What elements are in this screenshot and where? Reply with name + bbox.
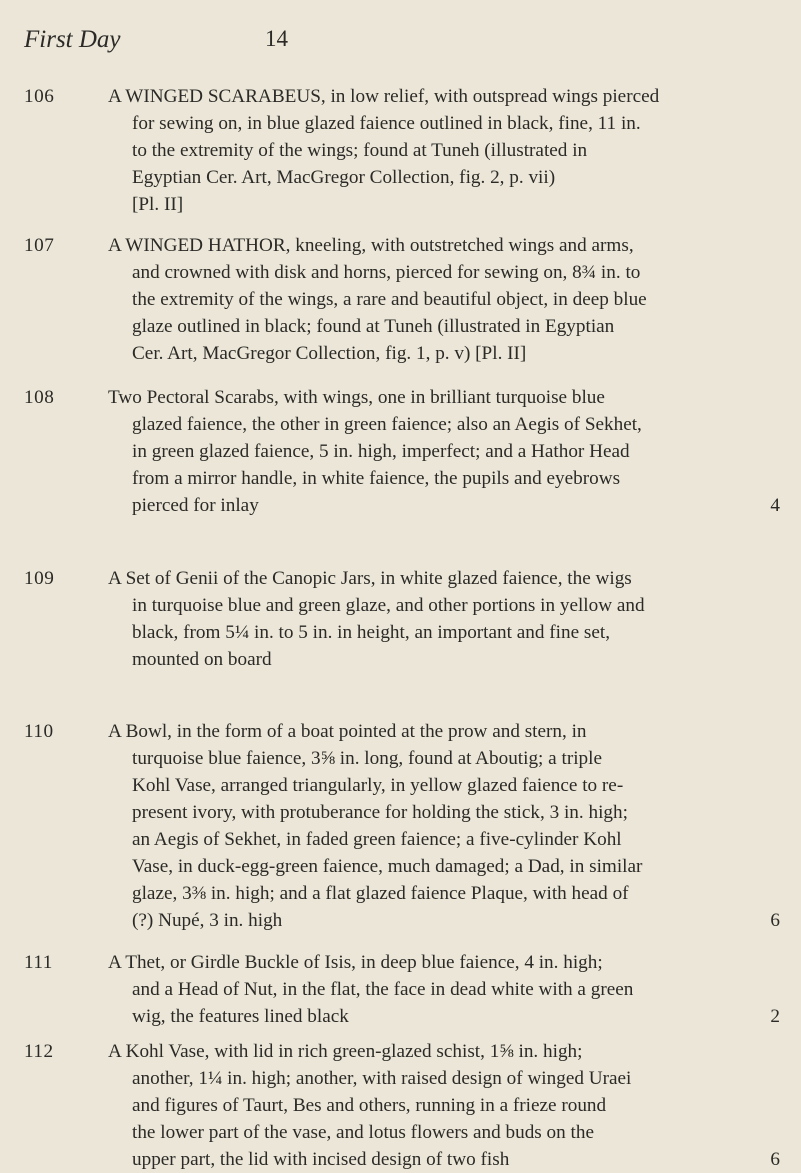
lot-line: Vase, in duck-egg-green faience, much damaged; a Dad, in similar xyxy=(132,856,643,877)
lot-line: in green glazed faience, 5 in. high, imperfect; and a Hathor Head xyxy=(132,441,630,462)
lot-line: Kohl Vase, arranged triangularly, in yellow glazed faience to re- xyxy=(132,775,624,796)
lot-line: Two Pectoral Scarabs, with wings, one in brilliant turquoise blue xyxy=(108,387,605,408)
lot-line: mounted on board xyxy=(132,649,272,670)
lot-entry xyxy=(24,83,784,223)
lot-entry xyxy=(24,384,784,524)
lot-description xyxy=(108,232,784,367)
lot-line: to the extremity of the wings; found at Tuneh (illustrated in xyxy=(132,140,588,161)
lot-number: 111 xyxy=(24,952,53,973)
lot-number: 108 xyxy=(24,387,55,408)
lot-line: Cer. Art, MacGregor Collection, fig. 1, p. v) [Pl. II] xyxy=(132,343,527,364)
lot-line: Egyptian Cer. Art, MacGregor Collection, fig. 2, p. vii) xyxy=(132,167,556,188)
lot-number: 109 xyxy=(24,568,55,589)
lot-line: and a Head of Nut, in the flat, the face in dead white with a green xyxy=(132,979,634,1000)
lot-line: for sewing on, in blue glazed faience outlined in black, fine, 11 in. xyxy=(132,113,641,134)
lot-number: 110 xyxy=(24,721,54,742)
lot-line: A Thet, or Girdle Buckle of Isis, in deep blue faience, 4 in. high; xyxy=(108,952,603,973)
lot-price: 6 xyxy=(770,910,780,931)
page-number: 14 xyxy=(265,26,288,51)
lot-description xyxy=(108,718,784,934)
running-head xyxy=(24,20,801,60)
lot-description xyxy=(108,384,784,519)
lot-number: 106 xyxy=(24,86,55,107)
lot-line: wig, the features lined black xyxy=(132,1006,349,1027)
lot-line: glaze, 3⅜ in. high; and a flat glazed faience Plaque, with head of xyxy=(132,883,629,904)
lot-line: from a mirror handle, in white faience, the pupils and eyebrows xyxy=(132,468,621,489)
lot-line: in turquoise blue and green glaze, and other portions in yellow and xyxy=(132,595,645,616)
lot-entry xyxy=(24,232,784,372)
lot-number: 112 xyxy=(24,1041,54,1062)
lot-line: pierced for inlay xyxy=(132,495,259,516)
lot-last-line xyxy=(108,492,784,519)
lot-line: [Pl. II] xyxy=(132,194,184,215)
lot-price: 2 xyxy=(770,1006,780,1027)
lot-line: the lower part of the vase, and lotus flowers and buds on the xyxy=(132,1122,594,1143)
lot-line: present ivory, with protuberance for holding the stick, 3 in. high; xyxy=(132,802,628,823)
lot-description xyxy=(108,565,784,673)
lot-price: 6 xyxy=(770,1149,780,1170)
lot-line: an Aegis of Sekhet, in faded green faience; a five-cylinder Kohl xyxy=(132,829,622,850)
lot-line: A WINGED SCARABEUS, in low relief, with outspread wings pierced xyxy=(108,86,660,107)
lot-entry xyxy=(24,718,784,938)
lot-description xyxy=(108,1038,784,1173)
lot-line: glaze outlined in black; found at Tuneh (illustrated in Egyptian xyxy=(132,316,615,337)
lot-line: A Set of Genii of the Canopic Jars, in white glazed faience, the wigs xyxy=(108,568,632,589)
lot-line: glazed faience, the other in green faience; also an Aegis of Sekhet, xyxy=(132,414,642,435)
lot-entry xyxy=(24,1038,784,1170)
lot-line: upper part, the lid with incised design of two fish xyxy=(132,1149,510,1170)
lot-line: black, from 5¼ in. to 5 in. in height, an important and fine set, xyxy=(132,622,610,643)
lot-line: A Bowl, in the form of a boat pointed at the prow and stern, in xyxy=(108,721,587,742)
lot-line: and crowned with disk and horns, pierced for sewing on, 8¾ in. to xyxy=(132,262,641,283)
lot-description xyxy=(108,949,784,1030)
lot-line: A WINGED HATHOR, kneeling, with outstretched wings and arms, xyxy=(108,235,634,256)
lot-entry xyxy=(24,565,784,677)
lot-line: the extremity of the wings, a rare and beautiful object, in deep blue xyxy=(132,289,647,310)
section-title: First Day xyxy=(24,26,121,53)
lot-entry xyxy=(24,949,784,1033)
lot-line: A Kohl Vase, with lid in rich green-glazed schist, 1⅝ in. high; xyxy=(108,1041,583,1062)
lot-last-line xyxy=(108,1003,784,1030)
lot-line: another, 1¼ in. high; another, with raised design of winged Uraei xyxy=(132,1068,632,1089)
lot-description xyxy=(108,83,784,218)
lot-line: (?) Nupé, 3 in. high xyxy=(132,910,283,931)
lot-number: 107 xyxy=(24,235,55,256)
lot-last-line xyxy=(108,907,784,934)
lot-line: turquoise blue faience, 3⅝ in. long, found at Aboutig; a triple xyxy=(132,748,602,769)
lot-line: and figures of Taurt, Bes and others, running in a frieze round xyxy=(132,1095,607,1116)
lot-price: 4 xyxy=(770,495,780,516)
lot-last-line xyxy=(108,1146,784,1173)
